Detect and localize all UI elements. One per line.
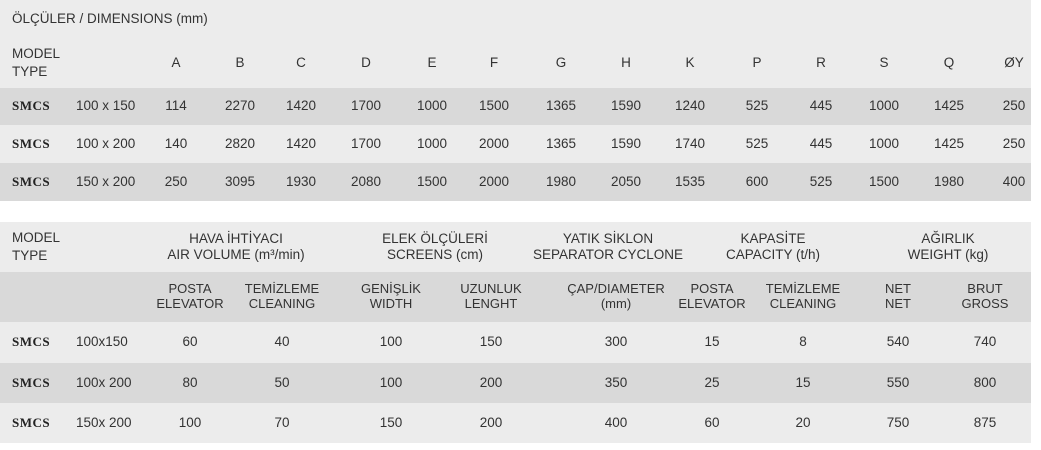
specs-value-cell: 200	[479, 414, 503, 430]
model-cell: SMCS	[12, 334, 51, 350]
specs-subcolumn-header	[343, 272, 439, 322]
dimension-column-header: R	[816, 54, 826, 70]
dimension-value-cell: 2000	[478, 173, 510, 189]
specs-group-header	[350, 222, 520, 272]
type-header-label: TYPE	[12, 64, 48, 79]
subcolumn-header-line1: UZUNLUK	[460, 281, 522, 297]
subcolumn-header-line1: BRUT	[967, 281, 1003, 297]
specs-group-header-row	[0, 222, 1031, 272]
dimension-value-cell: 445	[809, 135, 833, 151]
dimension-value-cell: 525	[809, 173, 833, 189]
dimension-value-cell: 1000	[868, 98, 900, 114]
dimension-value-cell: 1240	[674, 98, 706, 114]
specs-value-cell: 8	[799, 334, 807, 350]
specs-subcolumn-header	[142, 272, 238, 322]
specs-subcolumn-header	[568, 272, 664, 322]
dimension-value-cell: 1365	[545, 98, 577, 114]
dimension-value-cell: 1000	[416, 135, 448, 151]
specs-group-header	[523, 222, 693, 272]
group-header-line2: WEIGHT (kg)	[907, 247, 989, 262]
specs-group-header	[151, 222, 321, 272]
dimension-column-header: S	[879, 54, 889, 70]
dimension-value-cell: 2080	[350, 173, 382, 189]
dimension-value-cell: 114	[165, 98, 187, 114]
size-cell: 150 x 200	[76, 173, 136, 189]
dimension-value-cell: 600	[745, 173, 769, 189]
dimension-column-header: K	[685, 54, 695, 70]
dimension-value-cell: 445	[809, 98, 833, 114]
dimension-value-cell: 1590	[610, 135, 642, 151]
group-header-line2: SEPARATOR CYCLONE	[532, 247, 684, 262]
group-header-line2: SCREENS (cm)	[386, 247, 483, 262]
specs-subcolumn-header	[234, 272, 330, 322]
dimension-column-header: Q	[943, 54, 955, 70]
specs-value-cell: 350	[604, 374, 628, 390]
size-cell: 150x 200	[76, 414, 132, 430]
model-cell: SMCS	[12, 414, 51, 430]
table-row	[0, 403, 1031, 443]
subcolumn-header-line2: LENGHT	[464, 296, 518, 311]
specs-value-cell: 80	[182, 374, 198, 390]
subcolumn-header-line2: ELEVATOR	[678, 296, 746, 311]
table-row	[0, 88, 1031, 125]
specs-subcolumn-header	[443, 272, 539, 322]
dimension-value-cell: 1980	[545, 173, 577, 189]
dimension-value-cell: 1000	[416, 98, 448, 114]
dimensions-header-row	[0, 38, 1031, 88]
subcolumn-header-line2: NET	[885, 296, 911, 311]
specs-value-cell: 60	[182, 334, 198, 350]
specs-subcolumn-header	[850, 272, 946, 322]
dimension-column-header: ØY	[1004, 54, 1024, 70]
subcolumn-header-line2: ELEVATOR	[156, 296, 224, 311]
model-cell: SMCS	[12, 135, 51, 151]
dimension-value-cell: 525	[745, 98, 769, 114]
dimension-value-cell: 1500	[416, 173, 448, 189]
specs-value-cell: 50	[274, 374, 290, 390]
dimension-column-header: H	[621, 54, 631, 70]
model-header-label: MODEL	[12, 46, 61, 62]
size-cell: 100 x 200	[76, 135, 136, 151]
dimension-value-cell: 400	[1002, 173, 1026, 189]
subcolumn-header-line1: TEMİZLEME	[244, 281, 320, 297]
specs-subcolumn-header	[755, 272, 851, 322]
dimension-value-cell: 2820	[224, 135, 256, 151]
subcolumn-header-line2: CLEANING	[769, 296, 837, 311]
specs-value-cell: 400	[604, 414, 628, 430]
dimension-value-cell: 1420	[285, 98, 317, 114]
dimension-value-cell: 1980	[933, 173, 965, 189]
group-header-line1: KAPASİTE	[740, 231, 806, 247]
group-header-line1: HAVA İHTİYACI	[189, 231, 283, 247]
specs-value-cell: 750	[886, 414, 910, 430]
specs-value-cell: 540	[886, 334, 910, 350]
specs-value-cell: 15	[795, 374, 811, 390]
specs-value-cell: 60	[704, 414, 720, 430]
specs-subcolumn-header	[937, 272, 1033, 322]
group-header-line2: CAPACITY (t/h)	[725, 247, 821, 262]
specs-group-header	[863, 222, 1033, 272]
dimension-column-header: P	[752, 54, 762, 70]
dimension-value-cell: 250	[164, 173, 188, 189]
specs-value-cell: 875	[973, 414, 997, 430]
dimension-value-cell: 250	[1002, 98, 1026, 114]
dimension-value-cell: 250	[1002, 135, 1026, 151]
group-header-line1: ELEK ÖLÇÜLERİ	[382, 231, 488, 247]
specs-value-cell: 20	[795, 414, 811, 430]
model-cell: SMCS	[12, 374, 51, 390]
specs-value-cell: 100	[379, 374, 403, 390]
subcolumn-header-line1: POSTA	[690, 281, 734, 297]
dimension-column-header: A	[171, 54, 181, 70]
group-header-line1: AĞIRLIK	[921, 231, 975, 247]
specs-value-cell: 150	[479, 334, 503, 350]
subcolumn-header-line1: NET	[885, 281, 911, 297]
dimension-value-cell: 1500	[478, 98, 510, 114]
subcolumn-header-line1: ÇAP/DIAMETER	[567, 281, 665, 297]
size-cell: 100x 200	[76, 374, 132, 390]
dimension-value-cell: 1930	[285, 173, 317, 189]
dimension-column-header: E	[427, 54, 437, 70]
model-cell: SMCS	[12, 173, 51, 189]
model-type-header	[12, 222, 82, 272]
dimension-value-cell: 1420	[285, 135, 317, 151]
specs-value-cell: 100	[178, 414, 202, 430]
dimension-value-cell: 1500	[868, 173, 900, 189]
specs-subcolumn-header-row	[0, 272, 1031, 322]
specs-value-cell: 40	[274, 334, 290, 350]
dimension-column-header: G	[555, 54, 567, 70]
group-header-line1: YATIK SİKLON	[562, 231, 654, 247]
dimension-value-cell: 1700	[350, 98, 382, 114]
specs-value-cell: 740	[973, 334, 997, 350]
dimension-value-cell: 1700	[350, 135, 382, 151]
table-row	[0, 363, 1031, 403]
dimension-value-cell: 140	[164, 135, 188, 151]
specs-value-cell: 300	[604, 334, 628, 350]
specs-group-header	[688, 222, 858, 272]
type-header-label: TYPE	[12, 248, 48, 263]
dimension-value-cell: 2270	[224, 98, 256, 114]
size-cell: 100x150	[76, 334, 128, 350]
subcolumn-header-line1: POSTA	[168, 281, 212, 297]
dimension-value-cell: 1740	[674, 135, 706, 151]
subcolumn-header-line2: (mm)	[600, 296, 632, 311]
specs-value-cell: 150	[379, 414, 403, 430]
dimension-value-cell: 1425	[933, 98, 965, 114]
specs-value-cell: 70	[274, 414, 290, 430]
dimension-column-header: D	[361, 54, 371, 70]
specs-value-cell: 100	[379, 334, 403, 350]
dimensions-title: ÖLÇÜLER / DIMENSIONS (mm)	[0, 0, 1031, 38]
dimension-value-cell: 1535	[674, 173, 706, 189]
subcolumn-header-line2: WIDTH	[369, 296, 413, 311]
model-type-header	[12, 38, 82, 88]
specs-subcolumn-header	[664, 272, 760, 322]
subcolumn-header-line1: TEMİZLEME	[765, 281, 841, 297]
model-cell: SMCS	[12, 98, 51, 114]
dimension-column-header: F	[489, 54, 499, 70]
subcolumn-header-line2: CLEANING	[248, 296, 316, 311]
dimension-value-cell: 2050	[610, 173, 642, 189]
dimension-value-cell: 3095	[224, 173, 256, 189]
dimension-value-cell: 1000	[868, 135, 900, 151]
specs-value-cell: 15	[704, 334, 720, 350]
table-row	[0, 125, 1031, 163]
table-row	[0, 163, 1031, 201]
dimension-column-header: C	[296, 54, 306, 70]
dimension-column-header: B	[235, 54, 245, 70]
size-cell: 100 x 150	[76, 98, 136, 114]
specs-value-cell: 200	[479, 374, 503, 390]
dimension-value-cell: 525	[745, 135, 769, 151]
group-header-line2: AIR VOLUME (m³/min)	[167, 247, 305, 262]
model-header-label: MODEL	[12, 230, 61, 246]
subcolumn-header-line1: GENİŞLİK	[361, 281, 421, 297]
dimension-value-cell: 1425	[933, 135, 965, 151]
dimension-value-cell: 1590	[610, 98, 642, 114]
specs-value-cell: 25	[704, 374, 720, 390]
dimension-value-cell: 1365	[545, 135, 577, 151]
dimension-value-cell: 2000	[478, 135, 510, 151]
subcolumn-header-line2: GROSS	[961, 296, 1009, 311]
specs-value-cell: 550	[886, 374, 910, 390]
specs-value-cell: 800	[973, 374, 997, 390]
table-row	[0, 322, 1031, 363]
